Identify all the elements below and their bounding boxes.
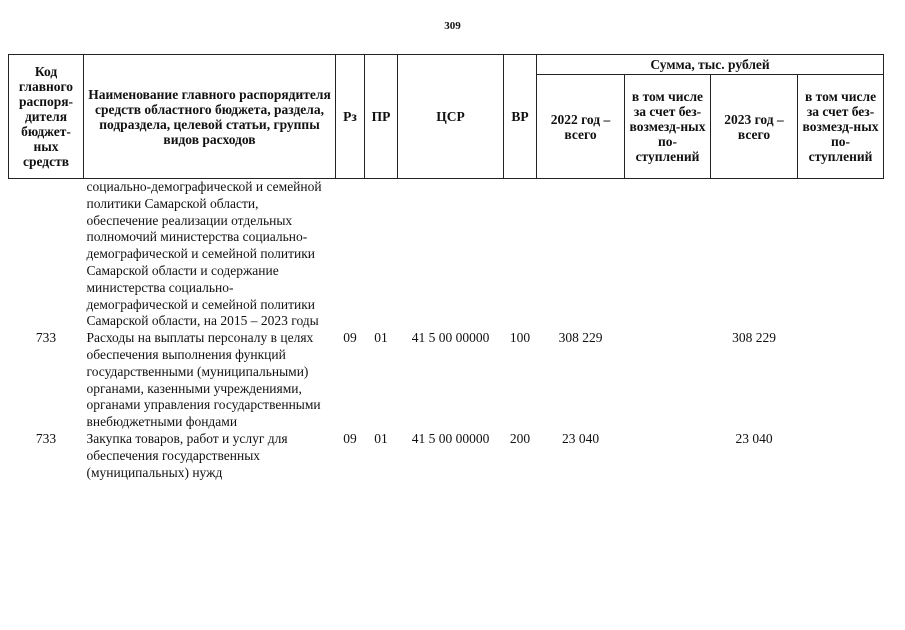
budget-table xyxy=(8,54,884,481)
row-csr xyxy=(398,179,504,331)
header-2022-total: 2022 год – всего xyxy=(537,75,625,179)
header-csr: ЦСР xyxy=(398,55,504,179)
row-csr: 41 5 00 00000 xyxy=(411,430,490,446)
row-pr: 01 xyxy=(374,330,388,346)
header-row-1 xyxy=(9,55,884,75)
table-row xyxy=(9,330,884,431)
row-vr xyxy=(504,179,537,331)
header-code: Код главного распоря-дителя бюджет-ных средств xyxy=(9,55,84,179)
header-name: Наименование главного распорядителя средств областного бюджета, раздела, подраздела, целевой статьи, группы видов расходов xyxy=(84,55,336,179)
row-2022-total: 23 040 xyxy=(561,430,600,446)
row-2023-total: 308 229 xyxy=(732,330,776,346)
header-2022-free: в том числе за счет без-возмезд-ных по-ступлений xyxy=(625,75,711,179)
row-pr: 01 xyxy=(374,430,388,446)
row-pr xyxy=(365,179,398,331)
row-2023-free xyxy=(798,179,884,331)
row-2022-free xyxy=(625,179,711,331)
row-2023-free xyxy=(798,431,884,481)
row-2022-total: 308 229 xyxy=(558,330,603,346)
row-code: 733 xyxy=(35,330,57,346)
page-number: 309 xyxy=(444,20,461,32)
row-name: социально-демографической и семейной политики Самарской области, обеспечение реализации отдельных полномочий министерства социально-демографической и семейной политики Самарской области и содержание министерства социально-демографической и семейной политики Самарской области, на 2015 – 2023 годы xyxy=(86,179,322,329)
row-rz: 09 xyxy=(343,330,357,346)
table-row xyxy=(9,431,884,481)
header-pr: ПР xyxy=(365,55,398,179)
row-2022-total xyxy=(537,179,625,331)
row-rz xyxy=(336,179,365,331)
row-code: 733 xyxy=(35,430,57,446)
row-2022-free xyxy=(625,330,711,431)
row-vr: 100 xyxy=(509,330,531,346)
row-name: Расходы на выплаты персоналу в целях обеспечения выполнения функций государственными (муниципальными) органами, казенными учреждениями, органами управления государственными внебюджетными фондами xyxy=(86,330,321,430)
header-2023-total: 2023 год – всего xyxy=(711,75,798,179)
header-rz: Рз xyxy=(336,55,365,179)
row-csr: 41 5 00 00000 xyxy=(411,330,490,346)
header-vr: ВР xyxy=(504,55,537,179)
row-2023-total xyxy=(711,179,798,331)
row-vr: 200 xyxy=(509,430,531,446)
row-code xyxy=(9,179,84,331)
table-row xyxy=(9,179,884,331)
row-2023-total: 23 040 xyxy=(735,430,773,446)
row-name: Закупка товаров, работ и услуг для обеспечения государственных (муниципальных) нужд xyxy=(86,430,288,480)
row-2023-free xyxy=(798,330,884,431)
row-rz: 09 xyxy=(343,430,357,446)
header-sum-group: Сумма, тыс. рублей xyxy=(537,55,884,75)
row-2022-free xyxy=(625,431,711,481)
header-2023-free: в том числе за счет без-возмезд-ных по-ступлений xyxy=(798,75,884,179)
